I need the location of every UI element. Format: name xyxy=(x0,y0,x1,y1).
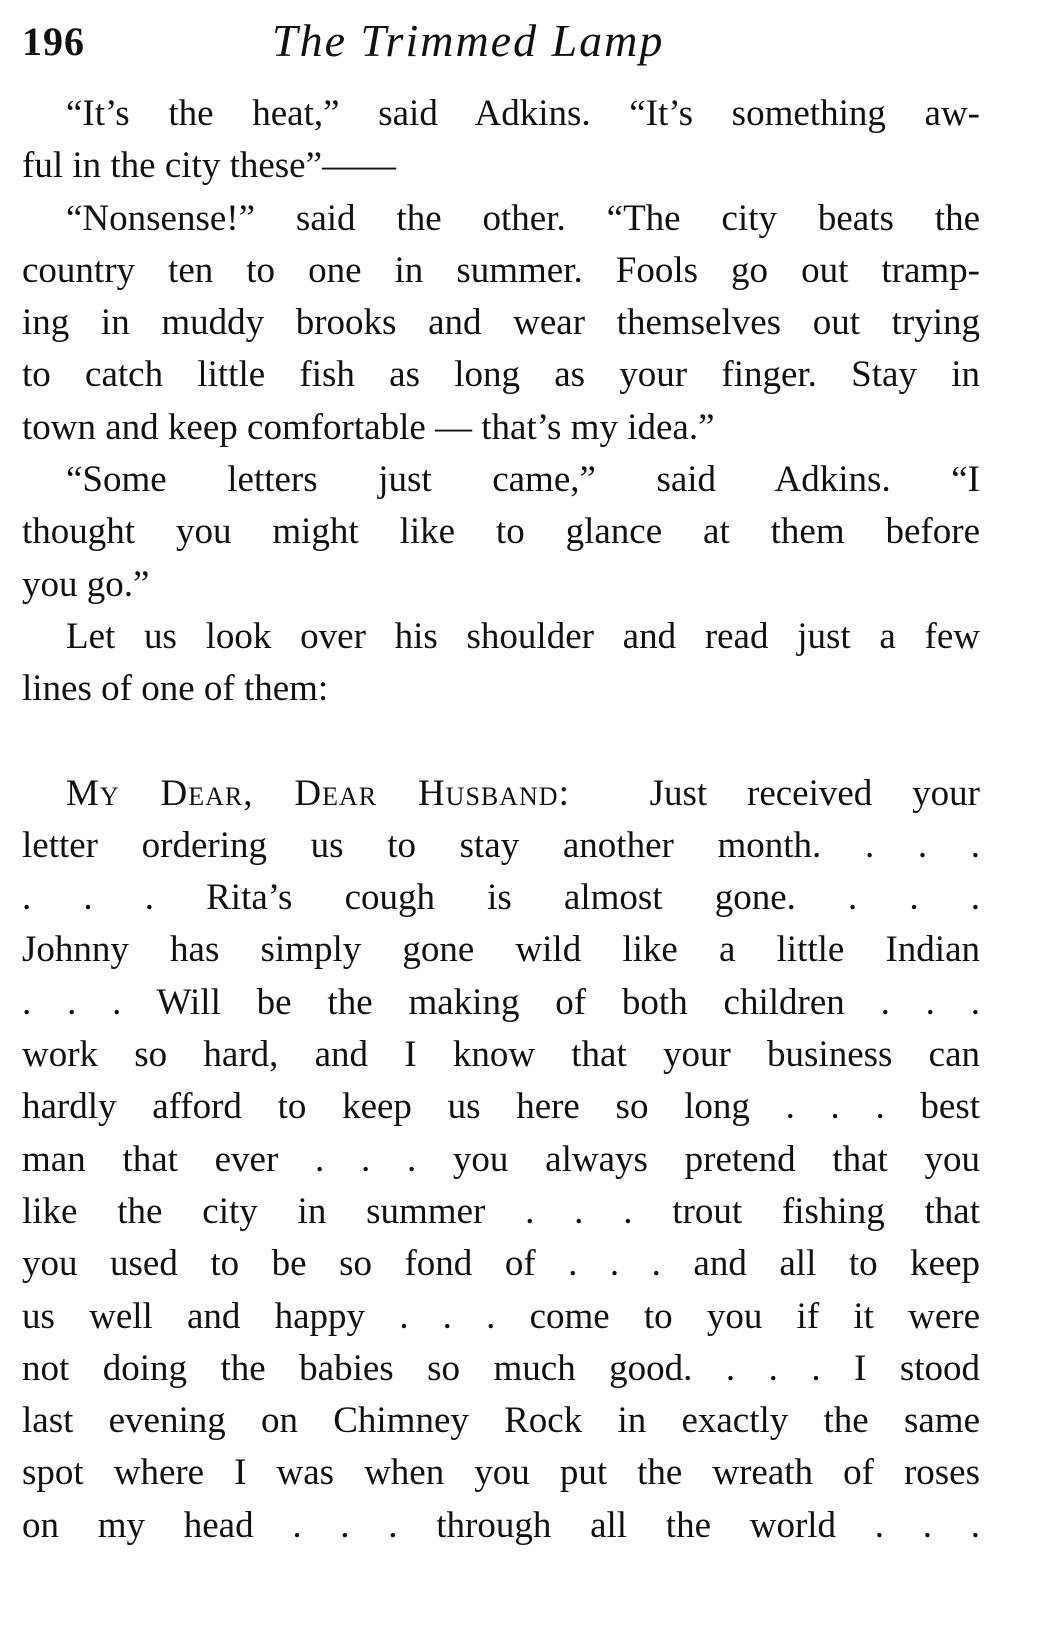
letter-line: . . . Rita’s cough is almost gone. . . . xyxy=(22,877,980,919)
text-line: “Nonsense!” said the other. “The city beats the xyxy=(66,197,980,239)
running-title: The Trimmed Lamp xyxy=(272,15,665,66)
letter-line: on my head . . . through all the world . . . xyxy=(22,1504,980,1546)
letter-line: Johnny has simply gone wild like a little Indian xyxy=(22,929,980,971)
letter-line: letter ordering us to stay another month. . . . xyxy=(22,824,980,866)
page-header xyxy=(22,10,1002,72)
text-line: town and keep comfortable — that’s my idea.” xyxy=(22,406,715,448)
text-line: ful in the city these”—— xyxy=(22,145,397,187)
letter-line: not doing the babies so much good. . . . I stood xyxy=(22,1347,980,1389)
letter-first-line xyxy=(22,768,980,820)
text-line: ing in muddy brooks and wear themselves out trying xyxy=(22,302,980,344)
letter-line: spot where I was when you put the wreath of roses xyxy=(22,1452,980,1494)
body-text xyxy=(22,88,980,1552)
text-line: lines of one of them: xyxy=(22,668,329,710)
letter-salutation: My Dear, Dear Husband: xyxy=(66,772,570,814)
letter-line: you used to be so fond of . . . and all to keep xyxy=(22,1243,980,1285)
text-line: “It’s the heat,” said Adkins. “It’s something aw- xyxy=(66,93,980,134)
letter-line: work so hard, and I know that your business can xyxy=(22,1034,980,1076)
paragraph-gap xyxy=(22,716,980,768)
text-line: “Some letters just came,” said Adkins. “I xyxy=(66,459,980,501)
letter-line: us well and happy . . . come to you if it were xyxy=(22,1295,980,1337)
text-line: thought you might like to glance at them before xyxy=(22,511,980,553)
page-number: 196 xyxy=(22,19,85,64)
letter-line: hardly afford to keep us here so long . . . best xyxy=(22,1086,980,1128)
text-line: country ten to one in summer. Fools go out tramp- xyxy=(22,249,980,291)
letter-line: last evening on Chimney Rock in exactly the same xyxy=(22,1400,980,1442)
letter-line: . . . Will be the making of both children . . . xyxy=(22,981,980,1023)
letter-line: man that ever . . . you always pretend that you xyxy=(22,1138,980,1180)
text-line: to catch little fish as long as your finger. Stay in xyxy=(22,354,980,396)
letter-line: like the city in summer . . . trout fishing that xyxy=(22,1190,980,1232)
text-line: you go.” xyxy=(22,563,150,605)
text-line: Let us look over his shoulder and read just a few xyxy=(66,615,980,657)
letter-first-line-rest: Just received your xyxy=(649,772,980,814)
